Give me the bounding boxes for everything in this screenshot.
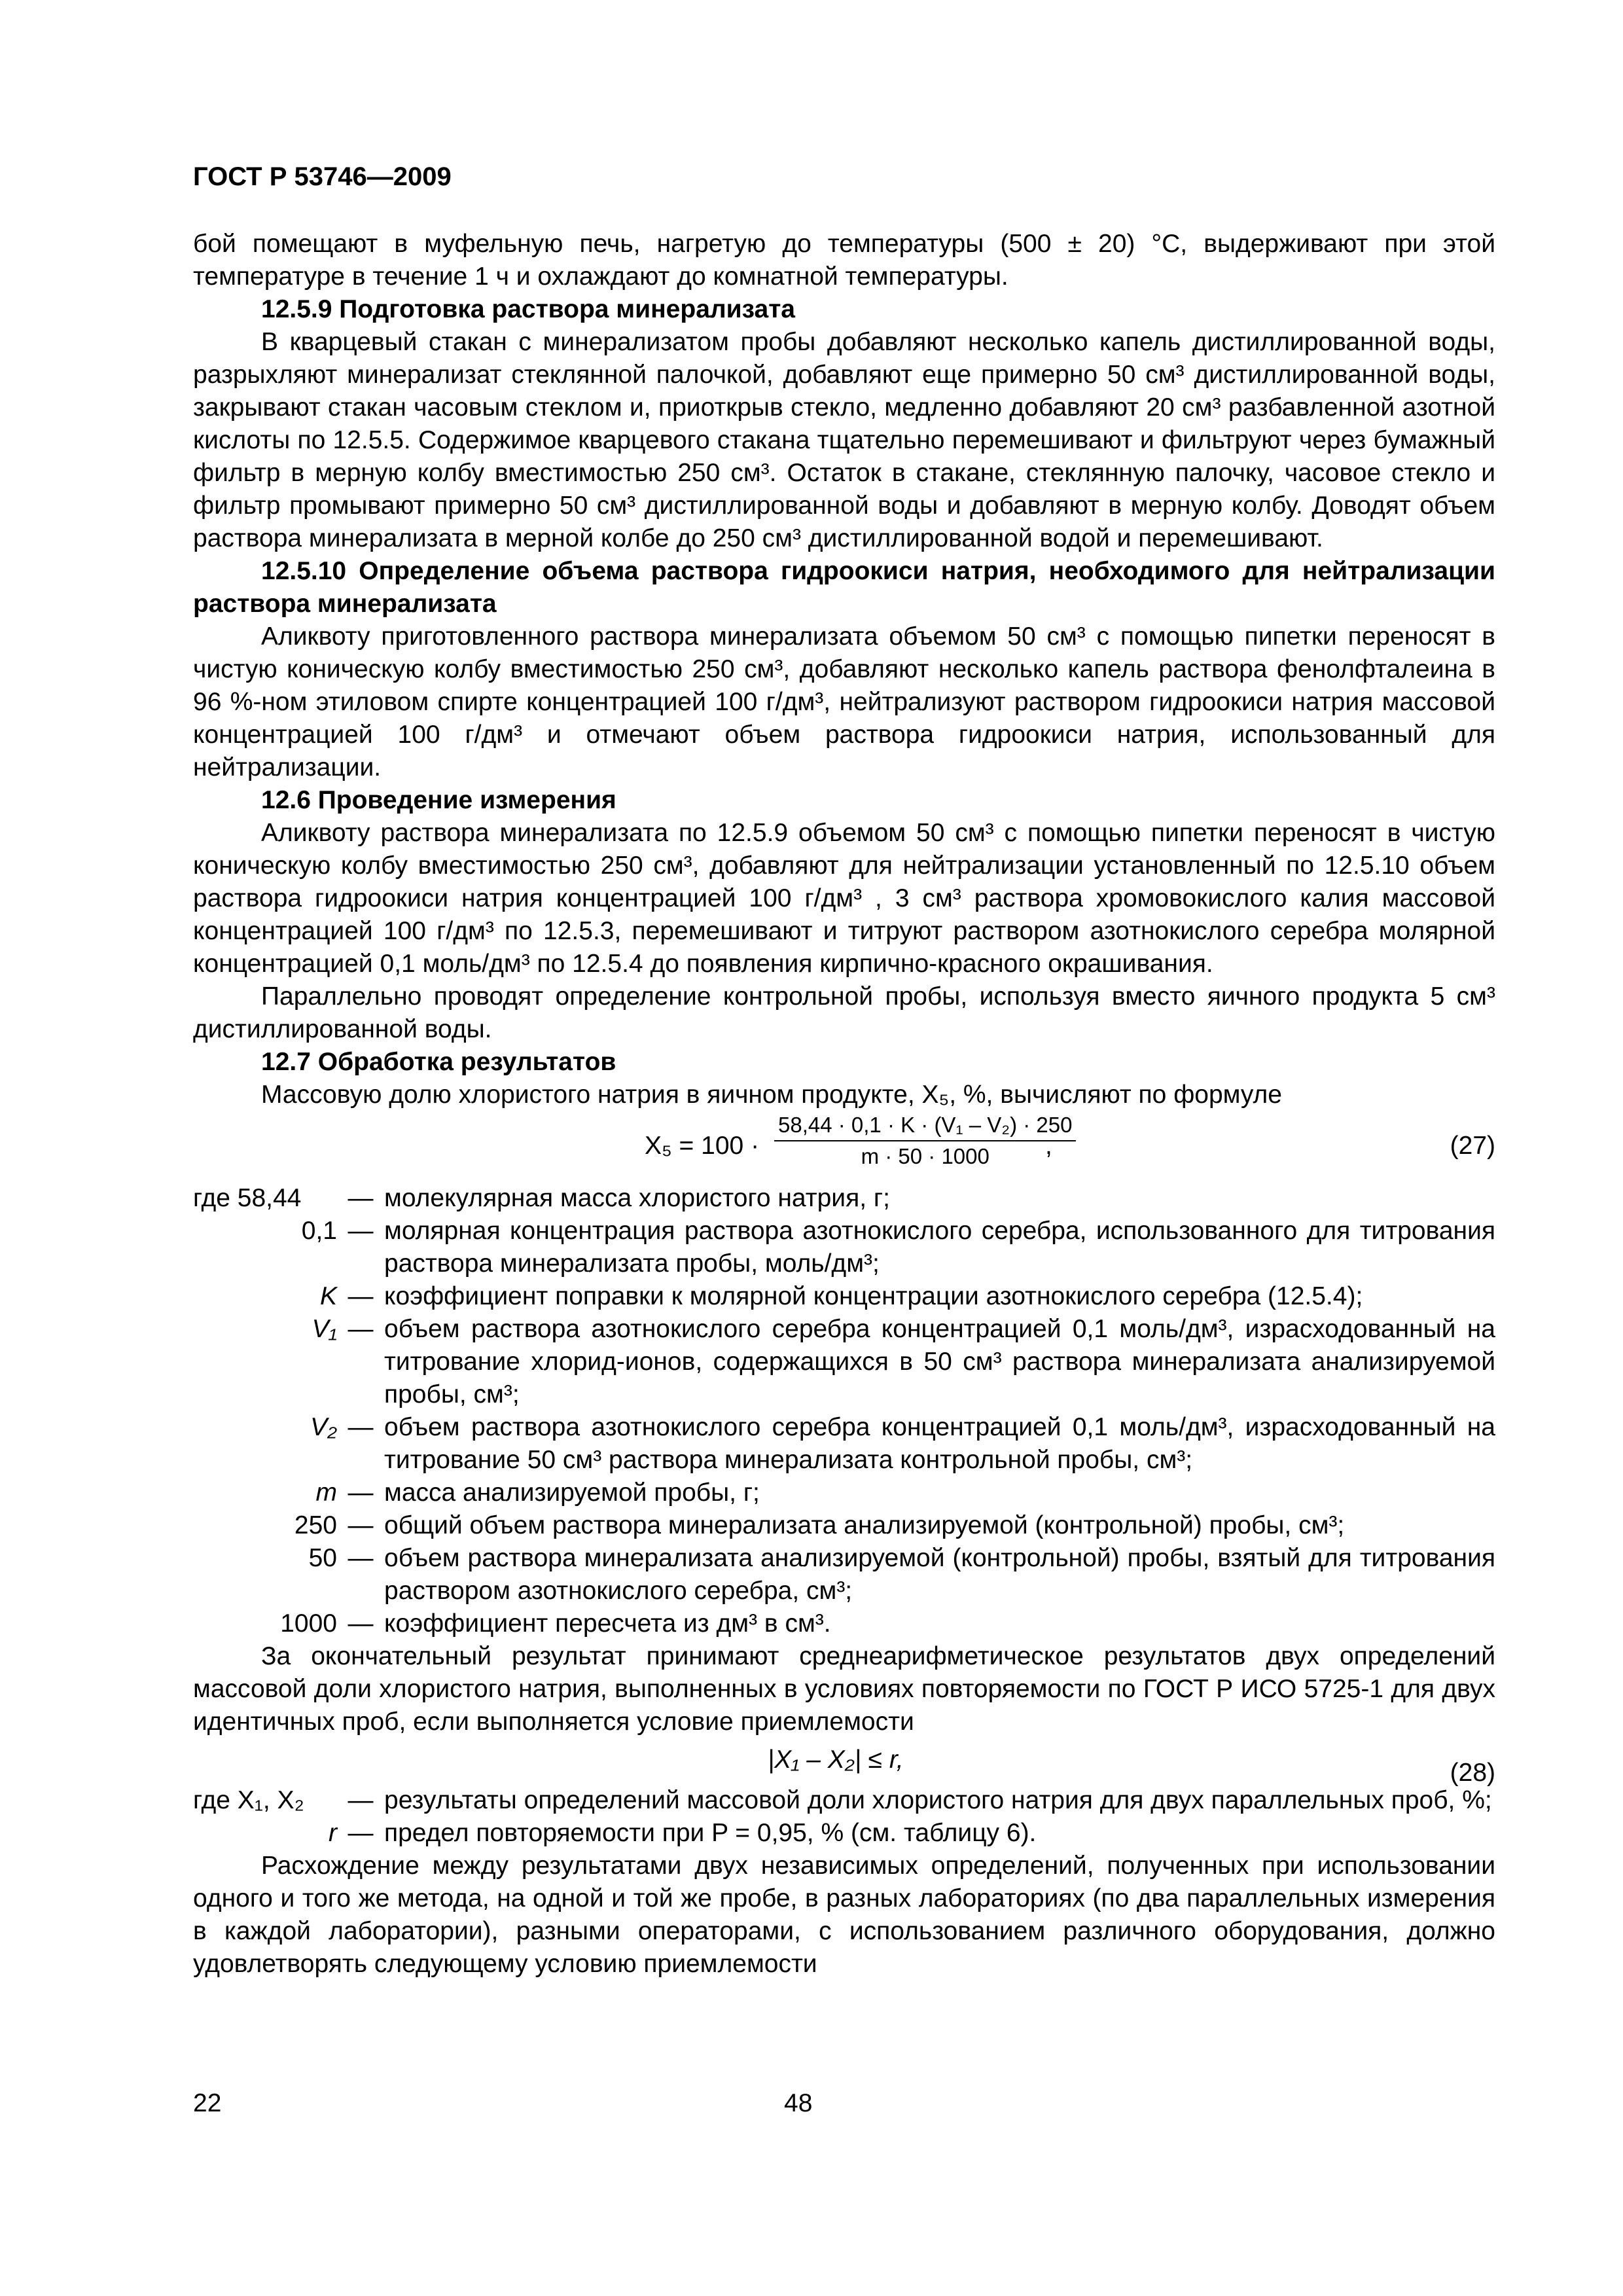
definition-item	[193, 1607, 1495, 1640]
definition-item	[193, 1411, 1495, 1477]
page-number-center: 48	[784, 2089, 813, 2117]
em-dash: —	[348, 1184, 374, 1212]
formula-27	[193, 1111, 1495, 1179]
definition-text: масса анализируемой пробы, г;	[384, 1479, 760, 1507]
paragraph: Массовую долю хлористого натрия в яичном продукте, X₅, %, вычисляют по формуле	[261, 1081, 1282, 1109]
paragraph: Расхождение между результатами двух независимых определений, полученных при использовании одного и того же метода, на одной и той же пробе, в разных лабораториях (по два параллельных измерения в каждой лаборатории), разными операторами, с использованием различного оборудования, должно удовлетворять следующему условию приемлемости	[193, 1852, 1495, 1978]
definition-item	[193, 1509, 1495, 1542]
definition-symbol: V₁	[312, 1315, 337, 1343]
formula-28	[193, 1738, 1495, 1787]
em-dash: —	[348, 1786, 374, 1814]
definition-symbol: где X₁, X₂	[193, 1786, 304, 1814]
definition-text: молекулярная масса хлористого натрия, г;	[384, 1184, 890, 1212]
definition-symbol: 50	[308, 1544, 337, 1572]
definition-text: результаты определений массовой доли хлористого натрия для двух параллельных проб, %;	[384, 1786, 1492, 1814]
em-dash: —	[348, 1479, 374, 1507]
section-heading: 12.7 Обработка результатов	[261, 1048, 616, 1076]
paragraph: Аликвоту приготовленного раствора минерализата объемом 50 см³ с помощью пипетки переносят в чистую коническую колбу вместимостью 250 см³, добавляют несколько капель раствора фенолфталеина в 96 %-ном этиловом спирте концентрацией 100 г/дм³, нейтрализуют раствором гидроокиси натрия массовой концентрацией 100 г/дм³ и отмечают объем раствора гидроокиси натрия, использованный для нейтрализации.	[193, 622, 1495, 781]
definition-item	[193, 1784, 1495, 1817]
formula-lhs: X₅ = 100 ·	[645, 1132, 760, 1160]
em-dash: —	[348, 1282, 374, 1310]
definition-item	[193, 1280, 1495, 1313]
definitions-list	[193, 1182, 1495, 1640]
paragraph: Аликвоту раствора минерализата по 12.5.9 объемом 50 см³ с помощью пипетки переносят в чистую коническую колбу вместимостью 250 см³, добавляют для нейтрализации установленный по 12.5.10 объем раствора гидроокиси натрия концентрацией 100 г/дм³ , 3 см³ раствора хромовокислого калия массовой концентрацией 100 г/дм³ по 12.5.3, перемешивают и титруют раствором азотнокислого серебра молярной концентрацией 0,1 моль/дм³ по 12.5.4 до появления кирпично-красного окрашивания.	[193, 819, 1495, 978]
formula-numerator: 58,44 · 0,1 · K · (V₁ – V₂) · 250	[774, 1111, 1076, 1141]
definition-text: коэффициент поправки к молярной концентрации азотнокислого серебра (12.5.4);	[384, 1282, 1363, 1310]
em-dash: —	[348, 1413, 374, 1441]
definition-text: общий объем раствора минерализата анализируемой (контрольной) пробы, см³;	[384, 1511, 1345, 1539]
paragraph: Параллельно проводят определение контрольной пробы, используя вместо яичного продукта 5 см³ дистиллированной воды.	[193, 982, 1495, 1043]
definition-symbol: m	[315, 1479, 337, 1507]
section-heading: 12.5.9 Подготовка раствора минерализата	[261, 295, 795, 323]
equation-number: (28)	[1450, 1759, 1495, 1787]
formula-fraction	[774, 1111, 1076, 1170]
definition-item	[193, 1542, 1495, 1607]
definition-symbol: 1000	[280, 1609, 337, 1638]
section-heading: 12.5.10 Определение объема раствора гидроокиси натрия, необходимого для нейтрализации раствора минерализата	[193, 557, 1495, 618]
definition-text: предел повторяемости при P = 0,95, % (см. таблицу 6).	[384, 1819, 1037, 1847]
definition-item	[193, 1477, 1495, 1509]
definition-item	[193, 1313, 1495, 1411]
page-number-left: 22	[193, 2089, 222, 2117]
definition-symbol: 0,1	[301, 1217, 337, 1245]
em-dash: —	[348, 1609, 374, 1638]
definition-item	[193, 1182, 1495, 1215]
em-dash: —	[348, 1217, 374, 1245]
em-dash: —	[348, 1511, 374, 1539]
em-dash: —	[348, 1315, 374, 1343]
paragraph: За окончательный результат принимают среднеарифметическое результатов двух определений массовой доли хлористого натрия, выполненных в условиях повторяемости по ГОСТ Р ИСО 5725-1 для двух идентичных проб, если выполняется условие приемлемости	[193, 1642, 1495, 1736]
definition-text: молярная концентрация раствора азотнокислого серебра, использованного для титрования раствора минерализата пробы, моль/дм³;	[384, 1217, 1495, 1278]
em-dash: —	[348, 1819, 374, 1847]
definition-symbol: 250	[294, 1511, 337, 1539]
document-header: ГОСТ Р 53746—2009	[193, 162, 452, 191]
formula-comma: ,	[1045, 1132, 1052, 1160]
definition-text: коэффициент пересчета из дм³ в см³.	[384, 1609, 831, 1638]
definition-text: объем раствора азотнокислого серебра концентрацией 0,1 моль/дм³, израсходованный на титрование 50 см³ раствора минерализата контрольной пробы, см³;	[384, 1413, 1495, 1474]
definition-symbol: где 58,44	[193, 1184, 302, 1212]
paragraph: В кварцевый стакан с минерализатом пробы добавляют несколько капель дистиллированной воды, разрыхляют минерализат стеклянной палочкой, добавляют еще примерно 50 см³ дистиллированной воды, закрывают стакан часовым стеклом и, приоткрыв стекло, медленно добавляют 20 см³ разбавленной азотной кислоты по 12.5.5. Содержимое кварцевого стакана тщательно перемешивают и фильтруют через бумажный фильтр в мерную колбу вместимостью 250 см³. Остаток в стакане, стеклянную палочку, часовое стекло и фильтр промывают примерно 50 см³ дистиллированной воды и добавляют в мерную колбу. Доводят объем раствора минерализата в мерной колбе до 250 см³ дистиллированной водой и перемешивают.	[193, 328, 1495, 552]
em-dash: —	[348, 1544, 374, 1572]
formula-body: |X₁ – X₂| ≤ r,	[768, 1746, 904, 1774]
definition-text: объем раствора минерализата анализируемой (контрольной) пробы, взятый для титрования раствором азотнокислого серебра, см³;	[384, 1544, 1495, 1605]
definitions-list	[193, 1784, 1495, 1850]
section-heading: 12.6 Проведение измерения	[261, 786, 616, 814]
paragraph: бой помещают в муфельную печь, нагретую до температуры (500 ± 20) °С, выдерживают при этой температуре в течение 1 ч и охлаждают до комнатной температуры.	[193, 230, 1495, 291]
formula-denominator: m · 50 · 1000	[861, 1144, 990, 1168]
document-body	[193, 228, 1495, 1981]
definition-text: объем раствора азотнокислого серебра концентрацией 0,1 моль/дм³, израсходованный на титрование хлорид-ионов, содержащихся в 50 см³ раствора минерализата анализируемой пробы, см³;	[384, 1315, 1495, 1408]
definition-symbol: K	[319, 1282, 337, 1310]
definition-item	[193, 1817, 1495, 1850]
definition-symbol: r	[329, 1819, 337, 1847]
definition-item	[193, 1215, 1495, 1280]
equation-number: (27)	[1450, 1132, 1495, 1160]
definition-symbol: V₂	[310, 1413, 337, 1441]
